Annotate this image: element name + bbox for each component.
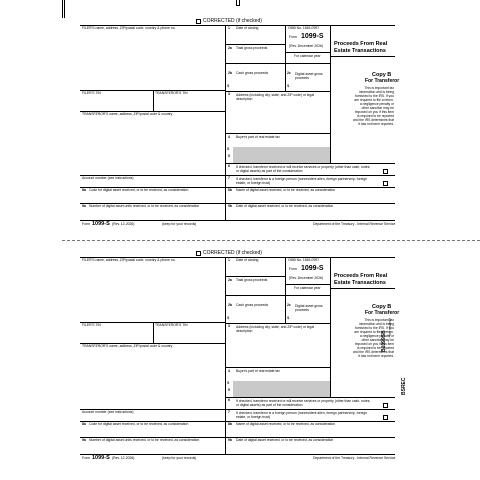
side-small-code: BSREC: [401, 377, 407, 395]
transferor-name-label: TRANSFEROR'S name, address, ZIP/postal code & country: [82, 112, 173, 116]
box-8a-label: Code for digital asset received, or to be received, as consideration: [89, 422, 189, 426]
divider: [330, 288, 395, 289]
box-8a-num: 8a: [82, 422, 86, 426]
box-7-label: If checked, transferor is a foreign person (nonresident alien, foreign partnership, foreign estate, or foreign trust): [236, 411, 367, 420]
box-4-dollar: $: [227, 380, 230, 385]
side-tiny-code: 5PT 25WPST: [388, 317, 392, 336]
box-3-num: 3: [228, 92, 230, 96]
filer-tin-label: FILER'S TIN: [82, 91, 101, 95]
copy-notice: This is important tax information and is being furnished to the IRS. If you are required to file a return, a negligence penalty or other sanction may be imposed on you if this item is required to be reported and the IRS determines that it has not been reported.: [352, 318, 394, 358]
form-name: 1099-S: [301, 33, 324, 40]
box-2b-label: Cash gross proceeds: [236, 303, 269, 307]
box-2b-label: Cash gross proceeds: [236, 71, 269, 75]
divider: [225, 397, 395, 398]
for-transferor: For Transferor: [365, 78, 400, 84]
box-8b-label: Name of digital asset received, or to be received, as consideration: [236, 422, 336, 426]
box-1-num: 1: [228, 26, 230, 30]
transferor-name-label: TRANSFEROR'S name, address, ZIP/postal code & country: [82, 344, 173, 348]
form-copy-bottom: [0, 232, 480, 472]
divider: [225, 323, 330, 324]
box-2b-num: 2b: [228, 71, 232, 75]
box-2a-label: Total gross proceeds: [236, 46, 268, 50]
box-4-num: 4: [228, 369, 230, 373]
box-6-label: If checked, transferor received or will receive services or property (other than cash, notes, or digital assets) as part of the consideration: [236, 165, 371, 174]
box-1-label: Date of closing: [236, 258, 259, 262]
divider: [153, 90, 154, 111]
divider: [225, 295, 330, 296]
divider: [225, 367, 330, 368]
corrected-checkbox[interactable]: [196, 251, 201, 256]
footer-form-prefix: Form: [82, 456, 90, 460]
divider: [285, 63, 286, 91]
account-number-label: Account number (see instructions): [82, 176, 134, 180]
copy-label: Copy B: [372, 72, 392, 78]
form-prefix: Form: [289, 35, 297, 39]
box-9a-num: 9a: [82, 438, 86, 442]
title-line-1: Proceeds From Real: [334, 41, 388, 47]
divider: [225, 91, 330, 92]
calendar-year: For calendar year: [294, 286, 321, 290]
box-2b-num: 2b: [228, 303, 232, 307]
divider: [285, 25, 286, 63]
box-8a-label: Code for digital asset received, or to be received, as consideration: [89, 188, 189, 192]
footer-keep: (keep for your records): [162, 456, 197, 460]
box-7-checkbox[interactable]: [383, 181, 388, 186]
corrected-label: CORRECTED (if checked): [203, 250, 262, 256]
box-9a-label: Number of digital asset units received, or to be received, as consideration: [89, 438, 200, 442]
form-name: 1099-S: [301, 265, 324, 272]
divider: [225, 133, 330, 134]
col-divider-right: [330, 25, 331, 163]
side-form-code: B1099SB: [381, 330, 387, 352]
box-5-shaded: [233, 147, 330, 163]
form-bottom-line: [80, 220, 395, 221]
divider: [285, 52, 330, 53]
divider: [285, 284, 330, 285]
filer-name-label: FILER'S name, address, ZIP/postal code, country & phone no.: [82, 26, 176, 30]
box-2c-dollar: $: [287, 83, 290, 88]
footer-dept: Department of the Treasury - Internal Revenue Service: [313, 222, 396, 226]
box-6-checkbox[interactable]: [383, 403, 388, 408]
box-2b-dollar: $: [227, 83, 230, 88]
box-9b-label: Date of digital asset received, or to be received, as consideration: [236, 204, 334, 208]
divider: [330, 56, 395, 57]
divider: [225, 409, 395, 410]
box-8b-num: 8b: [228, 422, 232, 426]
for-transferor: For Transferor: [365, 310, 400, 316]
footer-keep: (keep for your records): [162, 222, 197, 226]
box-4-label: Buyer's part of real estate tax: [236, 369, 280, 373]
box-1-num: 1: [228, 258, 230, 262]
box-3-label: Address (including city, state, and ZIP code) or legal description: [236, 93, 315, 102]
box-2c-dollar: $: [287, 315, 290, 320]
box-8a-num: 8a: [82, 188, 86, 192]
box-2c-num: 2c: [287, 303, 291, 307]
box-2a-num: 2a: [228, 278, 232, 282]
box-2b-dollar: $: [227, 315, 230, 320]
box-3-label: Address (including city, state, and ZIP code) or legal description: [236, 325, 315, 334]
box-8b-num: 8b: [228, 188, 232, 192]
box-5-num: 5: [228, 154, 230, 158]
box-9b-num: 9b: [228, 438, 232, 442]
divider: [225, 163, 395, 164]
title-line-1: Proceeds From Real: [334, 273, 388, 279]
box-4-dollar: $: [227, 146, 230, 151]
omb-number: OMB No. 1545-0997: [288, 258, 320, 262]
box-2c-label: Digital asset gross proceeds: [295, 304, 323, 313]
filer-tin-label: FILER'S TIN: [82, 323, 101, 327]
divider: [225, 175, 395, 176]
box-4-num: 4: [228, 135, 230, 139]
box-9a-label: Number of digital asset units received, or to be received, as consideration: [89, 204, 200, 208]
box-6-num: 6: [228, 164, 230, 168]
corrected-checkbox[interactable]: [196, 19, 201, 24]
form-rev: (Rev. December 2026): [289, 44, 324, 48]
col-divider-left: [225, 257, 226, 454]
box-4-label: Buyer's part of real estate tax: [236, 135, 280, 139]
divider: [285, 295, 286, 323]
title-line-2: Estate Transactions: [334, 280, 386, 286]
corrected-label: CORRECTED (if checked): [203, 18, 262, 24]
box-5-num: 5: [228, 388, 230, 392]
transferor-tin-label: TRANSFEROR'S TIN: [155, 91, 188, 95]
footer-form-name: 1099-S: [92, 221, 110, 227]
box-2c-label: Digital asset gross proceeds: [295, 72, 323, 81]
divider: [225, 276, 285, 277]
box-8b-label: Name of digital asset received, or to be received, as consideration: [236, 188, 336, 192]
col-divider-left: [225, 25, 226, 220]
title-line-2: Estate Transactions: [334, 48, 386, 54]
box-6-label: If checked, transferor received or will receive services or property (other than cash, notes, or digital assets) as part of the consideration: [236, 399, 371, 408]
box-9b-num: 9b: [228, 204, 232, 208]
form-prefix: Form: [289, 267, 297, 271]
box-2c-num: 2c: [287, 71, 291, 75]
box-6-checkbox[interactable]: [383, 169, 388, 174]
form-rev: (Rev. December 2026): [289, 276, 324, 280]
box-6-num: 6: [228, 398, 230, 402]
footer-rev: (Rev. 12-2026): [112, 456, 135, 460]
divider: [225, 63, 330, 64]
box-9a-num: 9a: [82, 204, 86, 208]
copy-label: Copy B: [372, 304, 392, 310]
box-9b-label: Date of digital asset received, or to be received, as consideration: [236, 438, 334, 442]
divider: [285, 257, 286, 295]
box-5-shaded: [233, 381, 330, 397]
account-number-label: Account number (see instructions): [82, 410, 134, 414]
box-7-num: 7: [228, 410, 230, 414]
col-divider-right: [330, 257, 331, 397]
footer-dept: Department of the Treasury - Internal Revenue Service: [313, 456, 396, 460]
divider: [225, 44, 285, 45]
box-7-label: If checked, transferor is a foreign person (nonresident alien, foreign partnership, foreign estate, or foreign trust): [236, 177, 367, 186]
footer-form-prefix: Form: [82, 222, 90, 226]
footer-rev: (Rev. 12-2026): [112, 222, 135, 226]
box-7-num: 7: [228, 176, 230, 180]
box-2a-label: Total gross proceeds: [236, 278, 268, 282]
box-3-num: 3: [228, 324, 230, 328]
box-1-label: Date of closing: [236, 26, 259, 30]
box-2a-num: 2a: [228, 46, 232, 50]
filer-name-label: FILER'S name, address, ZIP/postal code, country & phone no.: [82, 258, 176, 262]
box-7-checkbox[interactable]: [383, 415, 388, 420]
copy-notice: This is important tax information and is being furnished to the IRS. If you are required to file a return, a negligence penalty or other sanction may be imposed on you if this item is required to be reported and the IRS determines that it has not been reported.: [352, 86, 394, 126]
form-bottom-line: [80, 454, 395, 455]
omb-number: OMB No. 1545-0997: [288, 26, 320, 30]
calendar-year: For calendar year: [294, 54, 321, 58]
divider: [153, 322, 154, 343]
transferor-tin-label: TRANSFEROR'S TIN: [155, 323, 188, 327]
footer-form-name: 1099-S: [92, 455, 110, 461]
